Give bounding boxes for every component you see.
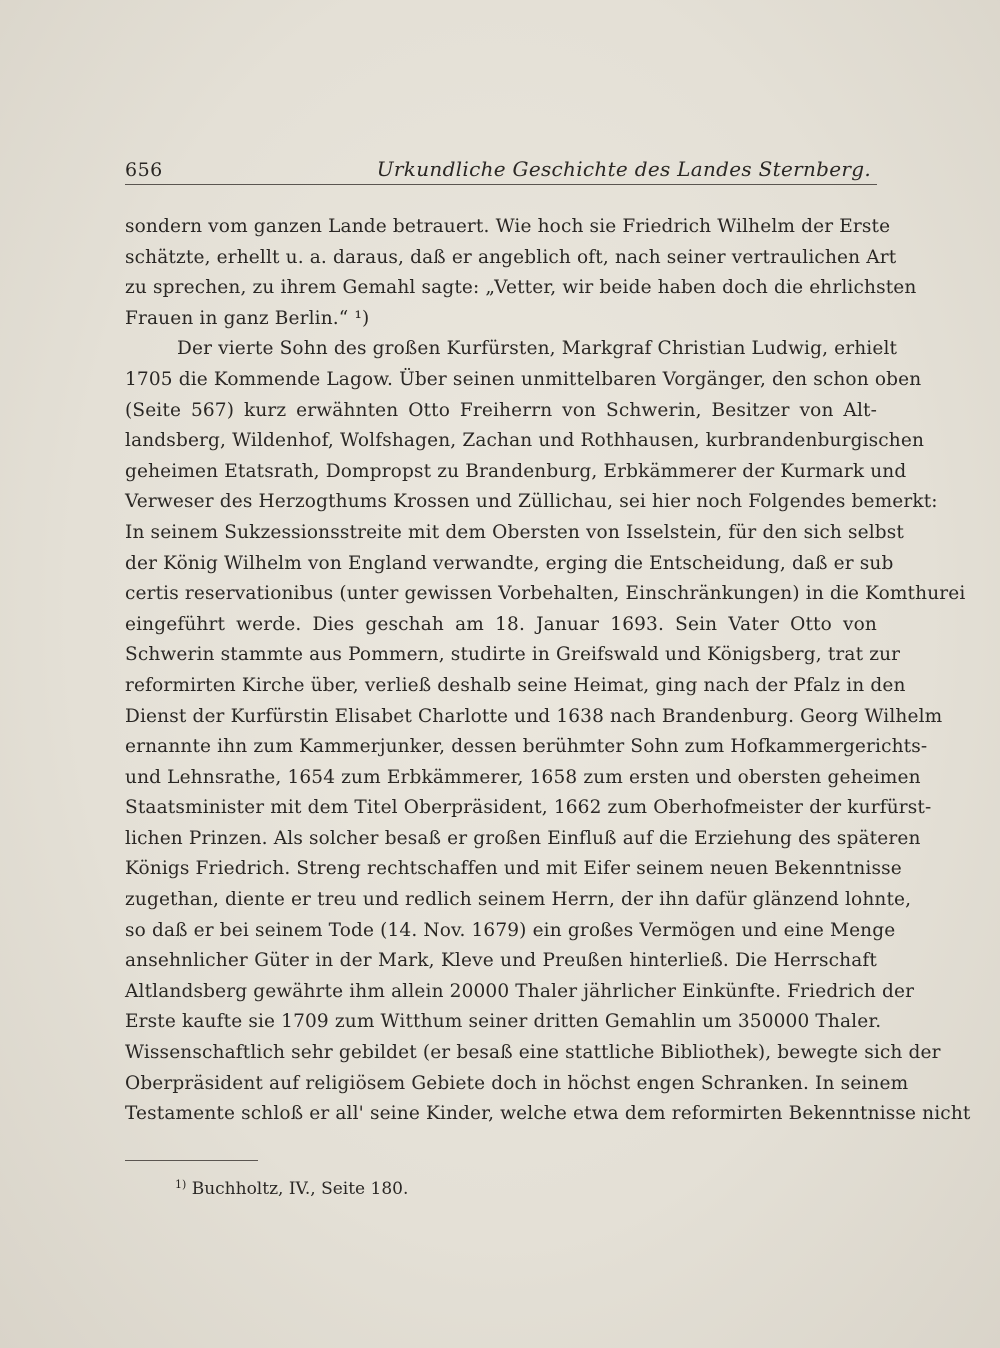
text-line: ansehnlicher Güter in der Mark, Kleve und Preußen hinterließ. Die Herrschaft xyxy=(125,950,877,972)
text-line: der König Wilhelm von England verwandte, erging die Entscheidung, daß er sub xyxy=(125,552,894,574)
page-number: 656 xyxy=(125,159,163,181)
text-line: (Seite 567) kurz erwähnten Otto Freiherrn von Schwerin, Besitzer von Alt- xyxy=(125,399,877,421)
text-line: Frauen in ganz Berlin.“ ¹) xyxy=(125,307,370,329)
text-line: In seinem Sukzessionsstreite mit dem Obersten von Isselstein, für den sich selbst xyxy=(125,521,904,543)
text-line: Oberpräsident auf religiösem Gebiete doch in höchst engen Schranken. In seinem xyxy=(125,1072,909,1094)
text-line: Wissenschaftlich sehr gebildet (er besaß eine stattliche Bibliothek), bewegte sich der xyxy=(125,1042,941,1064)
text-line: 1705 die Kommende Lagow. Über seinen unmittelbaren Vorgänger, den schon oben xyxy=(125,368,922,390)
page-header xyxy=(125,155,877,185)
text-line: reformirten Kirche über, verließ deshalb seine Heimat, ging nach der Pfalz in den xyxy=(125,674,906,696)
footnote-marker: 1) xyxy=(175,1178,187,1191)
running-title: Urkundliche Geschichte des Landes Sternberg. xyxy=(376,157,871,181)
text-line: Staatsminister mit dem Titel Oberpräsident, 1662 zum Oberhofmeister der kurfürst- xyxy=(125,797,932,819)
paragraph-start: Der vierte Sohn des großen Kurfürsten, Markgraf Christian Ludwig, erhielt xyxy=(177,338,898,360)
text-line: sondern vom ganzen Lande betrauert. Wie hoch sie Friedrich Wilhelm der Erste xyxy=(125,216,891,237)
footnote-rule xyxy=(125,1160,258,1161)
text-line: geheimen Etatsrath, Dompropst zu Brandenburg, Erbkämmerer der Kurmark und xyxy=(125,460,907,482)
text-line: lichen Prinzen. Als solcher besaß er großen Einfluß auf die Erziehung des späteren xyxy=(125,827,921,849)
text-line: certis reservationibus (unter gewissen Vorbehalten, Einschränkungen) in die Komthurei xyxy=(125,583,966,605)
footnote-text: Buchholtz, IV., Seite 180. xyxy=(191,1179,409,1199)
footnote xyxy=(175,1178,408,1199)
text-line: landsberg, Wildenhof, Wolfshagen, Zachan und Rothhausen, kurbrandenburgischen xyxy=(125,430,925,452)
text-line: Königs Friedrich. Streng rechtschaffen und mit Eifer seinem neuen Bekenntnisse xyxy=(125,858,902,880)
text-line: so daß er bei seinem Tode (14. Nov. 1679) ein großes Vermögen und eine Menge xyxy=(125,919,896,941)
text-line: Altlandsberg gewährte ihm allein 20000 Thaler jährlicher Einkünfte. Friedrich der xyxy=(125,980,915,1002)
text-line: zu sprechen, zu ihrem Gemahl sagte: „Vetter, wir beide haben doch die ehrlichsten xyxy=(125,277,917,299)
header-rule xyxy=(125,184,877,185)
text-line: Verweser des Herzogthums Krossen und Züllichau, sei hier noch Folgendes bemerkt: xyxy=(125,491,938,513)
body-text xyxy=(125,212,971,1130)
text-line: Schwerin stammte aus Pommern, studirte in Greifswald und Königsberg, trat zur xyxy=(125,644,901,666)
text-line: Erste kaufte sie 1709 zum Witthum seiner dritten Gemahlin um 350000 Thaler. xyxy=(125,1011,882,1033)
text-line: ernannte ihn zum Kammerjunker, dessen berühmter Sohn zum Hofkammergerichts- xyxy=(125,736,928,758)
text-line: Dienst der Kurfürstin Elisabet Charlotte und 1638 nach Brandenburg. Georg Wilhelm xyxy=(125,705,943,727)
text-line: Testamente schloß er all' seine Kinder, welche etwa dem reformirten Bekenntnisse nicht xyxy=(125,1103,971,1125)
text-line: eingeführt werde. Dies geschah am 18. Januar 1693. Sein Vater Otto von xyxy=(125,613,877,635)
text-line: zugethan, diente er treu und redlich seinem Herrn, der ihn dafür glänzend lohnte, xyxy=(125,889,912,911)
text-line: und Lehnsrathe, 1654 zum Erbkämmerer, 1658 zum ersten und obersten geheimen xyxy=(125,766,921,788)
text-line: schätzte, erhellt u. a. daraus, daß er angeblich oft, nach seiner vertraulichen Art xyxy=(125,246,897,268)
